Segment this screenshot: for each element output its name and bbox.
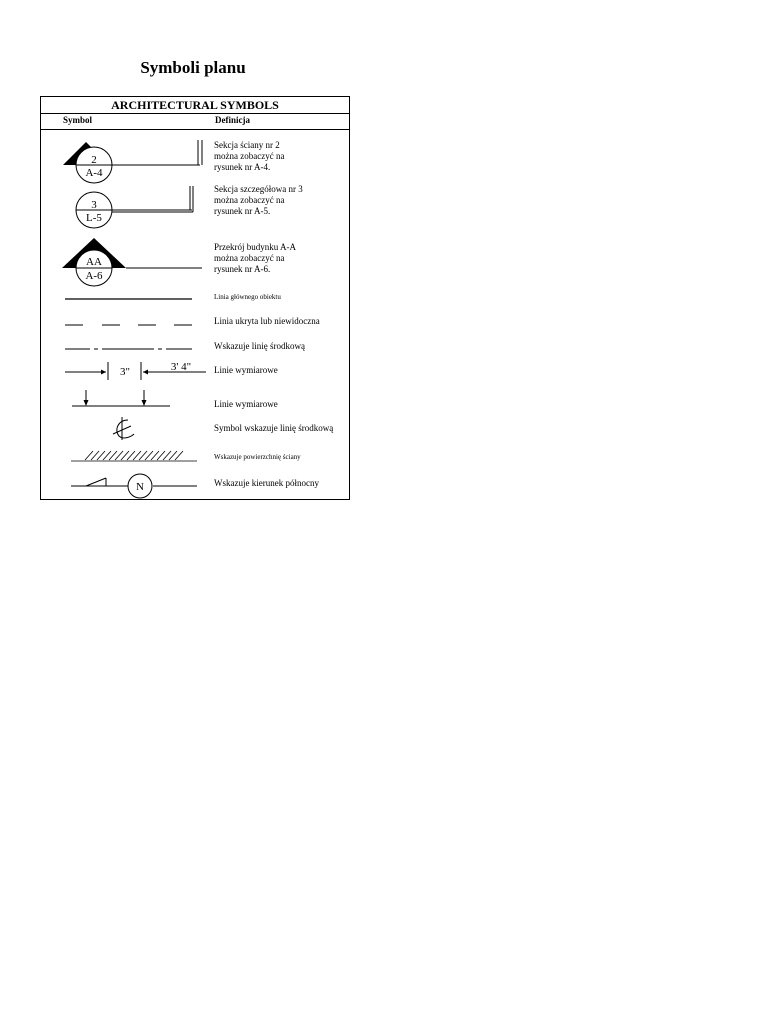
centerline-mark-symbol [113,417,134,440]
dimension-value-long: 3' 4" [170,361,192,373]
column-header-definition: Definicja [215,115,250,125]
definition-hidden-line: Linia ukryta lub niewidoczna [214,316,320,326]
building-section-sheet: A-6 [85,270,103,282]
definition-wall-section: Sekcja ściany nr 2 można zobaczyć na rysunek nr A-4. [214,140,285,172]
detail-section-sheet: L-5 [86,212,102,224]
definition-centerline-symbol: Symbol wskazuje linię środkową [214,423,334,433]
dimension-line-symbol-a [65,361,206,380]
north-label: N [136,481,144,493]
definition-building-section: Przekrój budynku A-A można zobaczyć na rysunek nr A-6. [214,242,296,274]
wall-surface-symbol [71,451,197,461]
north-arrow-symbol [71,474,197,498]
wall-section-number: 2 [91,154,97,166]
building-section-symbol [62,238,202,286]
definition-object-line: Linia głównego obiektu [214,293,281,301]
wall-section-sheet: A-4 [85,167,103,179]
wall-section-symbol [63,140,202,183]
detail-section-symbol [76,186,193,228]
page-title: Symboli planu [140,58,246,77]
dimension-value-short: 3" [120,366,130,378]
definition-detail-section: Sekcja szczegółowa nr 3 można zobaczyć na rysunek nr A-5. [214,184,303,216]
definition-dimension-lines-b: Linie wymiarowe [214,399,278,409]
definition-north-direction: Wskazuje kierunek północny [214,478,319,488]
detail-section-number: 3 [91,199,97,211]
column-header-symbol: Symbol [63,115,93,125]
dimension-line-symbol-b [72,390,170,406]
definition-dimension-lines-a: Linie wymiarowe [214,365,278,375]
building-section-label: AA [86,256,102,268]
table-title: ARCHITECTURAL SYMBOLS [41,97,349,114]
definition-wall-surface: Wskazuje powierzchnię ściany [214,453,301,461]
definition-center-line: Wskazuje linię środkową [214,341,305,351]
